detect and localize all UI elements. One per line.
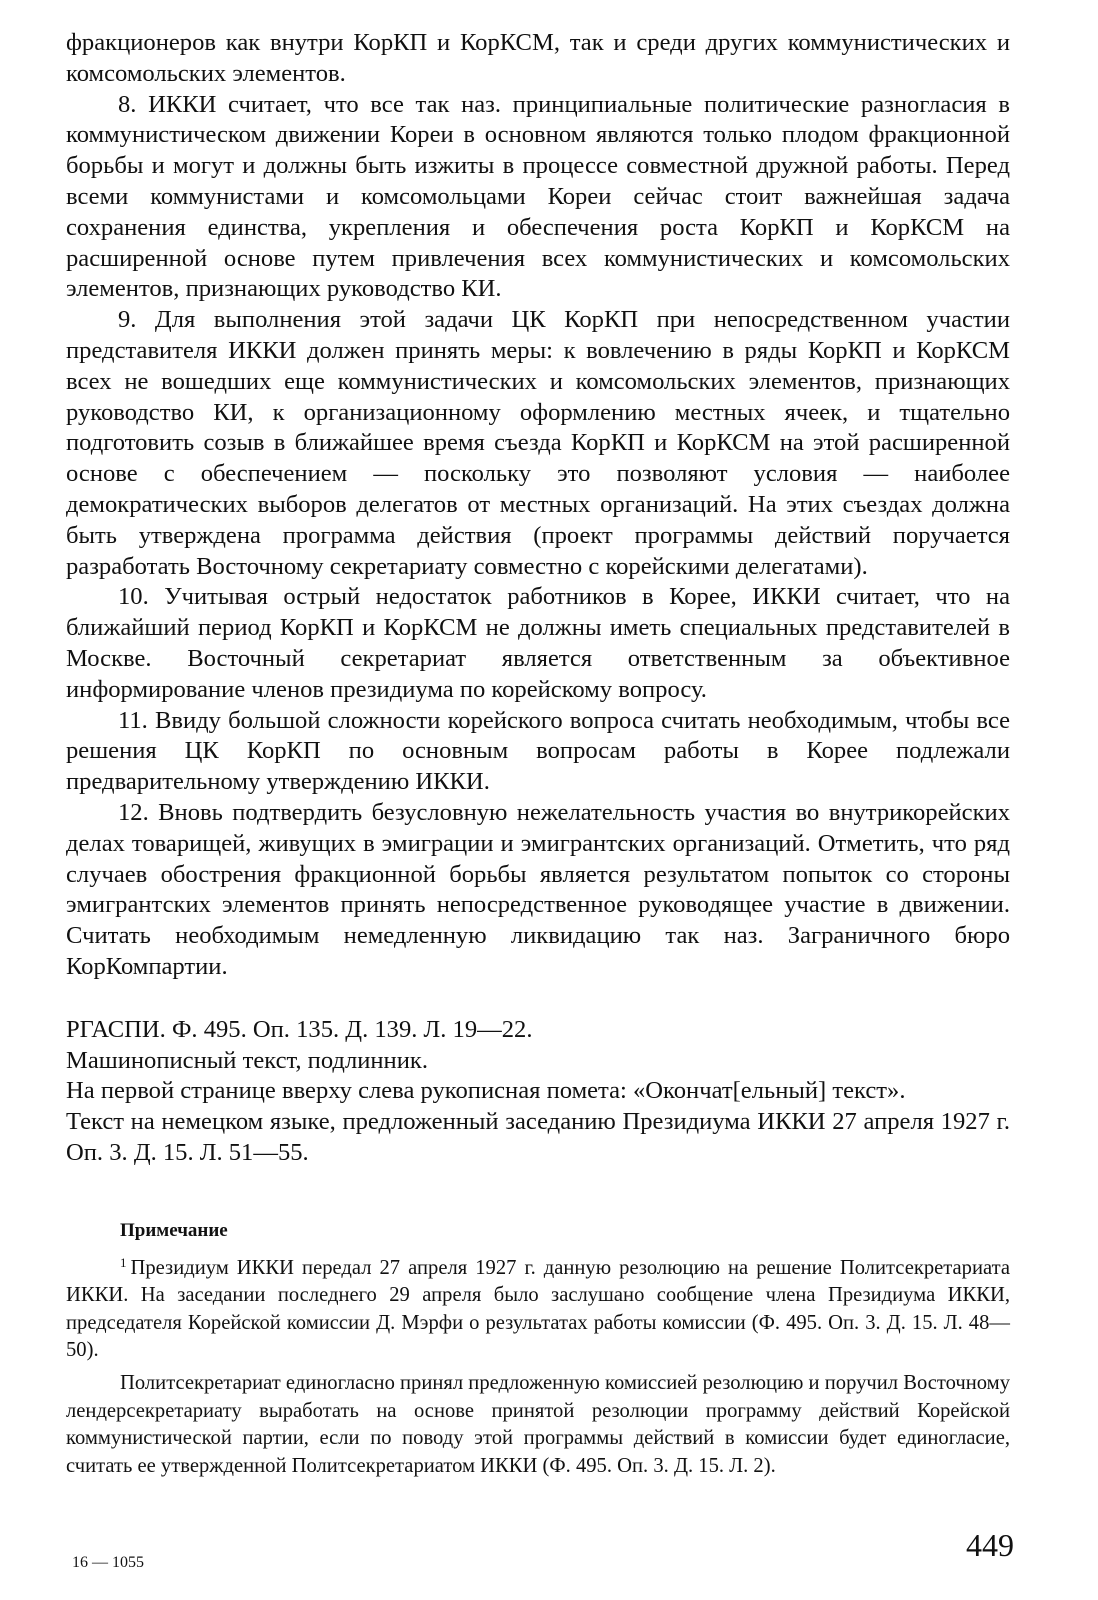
resolution-body — [66, 28, 1010, 983]
note-paragraph — [66, 1255, 1010, 1365]
document-type: Машинописный текст, подлинник. — [66, 1046, 428, 1074]
archive-reference: РГАСПИ. Ф. 495. Оп. 135. Д. 139. Л. 19—22. — [66, 1015, 533, 1043]
paragraph-continuation: фракционеров как внутри КорКП и КорКСМ, так и среди других коммунистических и комсомольских элементов. — [66, 29, 1010, 87]
footnote-marker: 1 — [120, 1254, 127, 1270]
notes-heading: Примечание — [120, 1219, 228, 1241]
note-text: Президиум ИККИ передал 27 апреля 1927 г. данную резолюцию на решение Политсекретариата ИККИ. На заседании последнего 29 апреля было заслушано сообщение члена Президиума ИККИ, председателя Корейской комиссии Д. Мэрфи о результатах работы комиссии (Ф. 495. Оп. 3. Д. 15. Л. 48—50). — [66, 1256, 1010, 1361]
note-paragraph: Политсекретариат единогласно принял предложенную комиссией резолюцию и поручил Восточному лендерсекретариату выработать на основе принятой резолюции программу действий Корейской коммунистической партии, если по поводу этой программы действий в комиссии будет единогласие, считать ее утвержденной Политсекретариатом ИККИ (Ф. 495. Оп. 3. Д. 15. Л. 2). — [66, 1372, 1010, 1477]
paragraph-point-8: 8. ИККИ считает, что все так наз. принципиальные политические разногласия в коммунистическом движении Кореи в основном являются только плодом фракционной борьбы и могут и должны быть изжиты в процессе совместной дружной работы. Перед всеми коммунистами и комсомольцами Кореи сейчас стоит важнейшая задача сохранения единства, укрепления и обеспечения роста КорКП и КорКСМ на расширенной основе путем привлечения всех коммунистических и комсомольских элементов, признающих руководство КИ. — [66, 90, 1010, 303]
german-text-note: Текст на немецком языке, предложенный заседанию Президиума ИККИ 27 апреля 1927 г. Оп. 3. Д. 15. Л. 51—55. — [66, 1108, 1010, 1166]
paragraph-point-12: 12. Вновь подтвердить безусловную нежелательность участия во внутрикорейских делах товарищей, живущих в эмиграции и эмигрантских организаций. Отметить, что ряд случаев обострения фракционной борьбы является результатом попыток со стороны эмигрантских элементов принять непосредственное руководящее участие в движении. Считать необходимым немедленную ликвидацию так наз. Заграничного бюро КорКомпартии. — [66, 798, 1010, 980]
printer-signature: 16 — 1055 — [72, 1554, 144, 1571]
document-page — [66, 28, 1010, 1480]
source-block — [66, 1015, 1010, 1169]
paragraph-point-10: 10. Учитывая острый недостаток работников в Корее, ИККИ считает, что на ближайший период КорКП и КорКСМ не должны иметь специальных представителей в Москве. Восточный секретариат является ответственным за объективное информирование членов президиума по корейскому вопросу. — [66, 583, 1010, 703]
paragraph-point-11: 11. Ввиду большой сложности корейского вопроса считать необходимым, чтобы все решения ЦК КорКП по основным вопросам работы в Корее подлежали предварительному утверждению ИККИ. — [66, 706, 1010, 796]
notes-section — [66, 1255, 1010, 1480]
paragraph-point-9: 9. Для выполнения этой задачи ЦК КорКП при непосредственном участии представителя ИККИ должен принять меры: к вовлечению в ряды КорКП и КорКСМ всех не вошедших еще коммунистических и комсомольских элементов, признающих руководство КИ, к организационному оформлению местных ячеек, и тщательно подготовить созыв в ближайшее время съезда КорКП и КорКСМ на этой расширенной основе с обеспечением — поскольку это позволяют условия — наиболее демократических выборов делегатов от местных организаций. На этих съездах должна быть утверждена программа действия (проект программы действий поручается разработать Восточному секретариату совместно с корейскими делегатами). — [66, 306, 1010, 580]
page-number: 449 — [966, 1527, 1014, 1563]
handwritten-note: На первой странице вверху слева рукописная помета: «Окончат[ельный] текст». — [66, 1077, 906, 1105]
